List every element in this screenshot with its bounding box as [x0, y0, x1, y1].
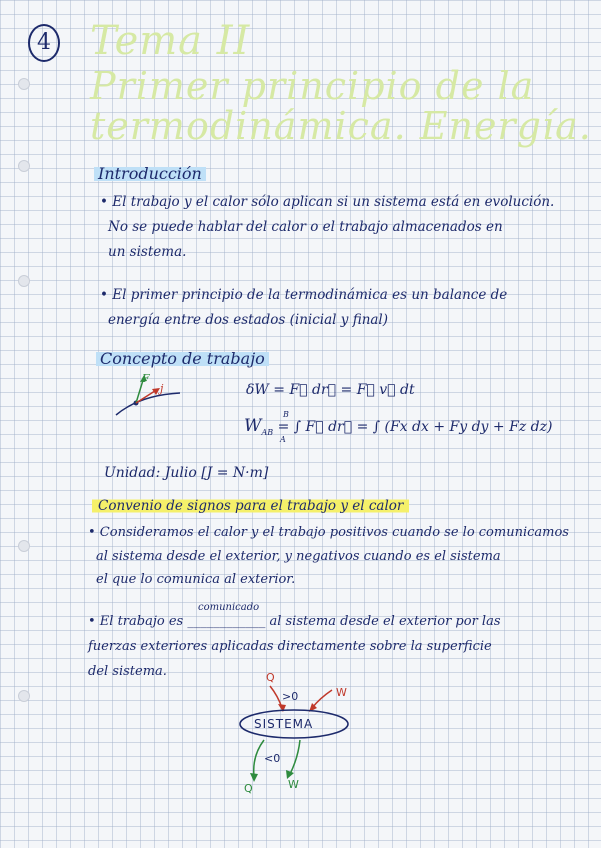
convenio-line-1: • Consideramos el calor y el trabajo positivos cuando se lo comunicamos — [88, 525, 569, 540]
diagram-positive-label: >0 — [282, 690, 299, 703]
work-integral-rhs: = ∫ F⃗ dr⃗ = ∫ (Fx dx + Fy dy + Fz dz) — [277, 419, 553, 435]
binder-hole — [18, 690, 30, 702]
work-symbol: W — [244, 416, 262, 436]
section-heading-convenio — [92, 498, 409, 514]
work-integral-formula — [244, 416, 552, 437]
binder-hole — [18, 160, 30, 172]
correction-note: comunicado — [198, 602, 260, 613]
heading-text: Convenio de signos para el trabajo y el calor — [92, 498, 409, 514]
intro-bullet-2-line-2: energía entre dos estados (inicial y final) — [108, 312, 389, 328]
diagram-w-in-label: W — [336, 686, 347, 699]
convenio-line-5: fuerzas exteriores aplicadas directamente sobre la superficie — [88, 639, 492, 654]
integral-upper-limit: B — [283, 410, 289, 419]
diagram-w-out-label: W — [288, 778, 299, 791]
diagram-system-label: SISTEMA — [254, 717, 314, 731]
binder-hole — [18, 78, 30, 90]
title-line-3: termodinámica. Energía. — [90, 104, 592, 148]
convenio-line-2: al sistema desde el exterior, y negativos cuando es el sistema — [96, 549, 501, 564]
work-differential-formula: δW = F⃗ dr⃗ = F⃗ v⃗ dt — [246, 382, 415, 398]
integral-lower-limit: A — [280, 435, 286, 444]
velocity-vector-label: j — [160, 382, 164, 395]
title-line-2: Primer principio de la — [90, 64, 535, 108]
page-number: 4 — [28, 24, 60, 62]
trajectory-vector-diagram — [110, 365, 190, 420]
convenio-line-6: del sistema. — [88, 664, 167, 679]
heading-text: Concepto de trabajo — [96, 349, 269, 368]
section-heading-introduccion — [94, 164, 206, 183]
force-vector-label: F — [142, 372, 150, 385]
intro-bullet-1-line-3: un sistema. — [108, 244, 187, 260]
diagram-negative-label: <0 — [264, 752, 281, 765]
heading-text: Introducción — [94, 164, 206, 183]
diagram-q-out-label: Q — [244, 782, 253, 795]
intro-bullet-1-line-1: • El trabajo y el calor sólo aplican si un sistema está en evolución. — [100, 194, 555, 210]
work-subscript: AB — [261, 427, 274, 437]
convenio-line-4: • El trabajo es ____________ al sistema desde el exterior por las — [88, 614, 501, 629]
diagram-q-in-label: Q — [266, 671, 275, 684]
intro-bullet-1-line-2: No se puede hablar del calor o el trabajo almacenados en — [108, 219, 503, 235]
intro-bullet-2-line-1: • El primer principio de la termodinámica es un balance de — [100, 287, 508, 303]
binder-hole — [18, 540, 30, 552]
title-line-1: Tema II — [90, 18, 251, 64]
binder-hole — [18, 275, 30, 287]
work-unit: Unidad: Julio [J = N·m] — [104, 465, 269, 481]
convenio-line-3: el que lo comunica al exterior. — [96, 572, 296, 587]
